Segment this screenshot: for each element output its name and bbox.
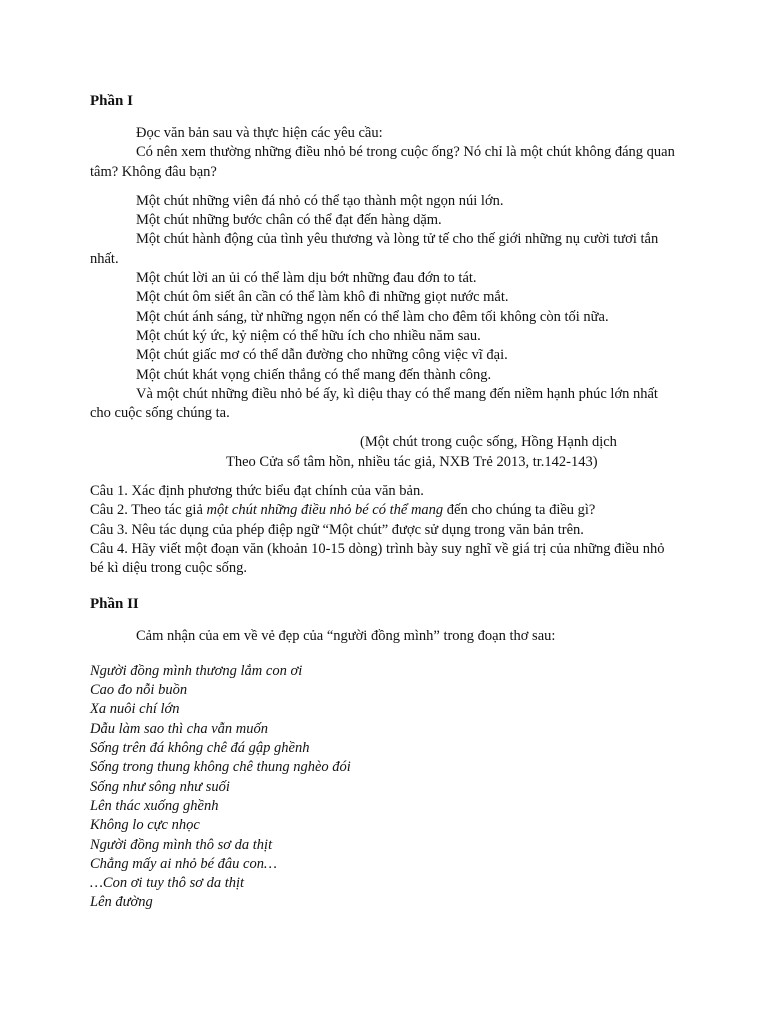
question-2-emphasis: một chút những điều nhỏ bé có thể mang [206, 502, 444, 519]
document-body [90, 92, 680, 913]
part1-heading: Phần I [90, 93, 133, 109]
part2-heading: Phần II [90, 595, 139, 612]
part2-prompt: Cảm nhận của em về vẻ đẹp của “người đồng mình” trong đoạn thơ sau: [136, 627, 556, 644]
poem-block [90, 662, 680, 913]
passage-paragraph: Và một chút những điều nhỏ bé ấy, kì diệu thay có thể mang đến niềm hạnh phúc lớn nhất cho cuộc sống chúng ta. [90, 385, 658, 422]
part1-intro: Đọc văn bản sau và thực hiện các yêu cầu: [136, 125, 383, 141]
question-3: Câu 3. Nêu tác dụng của phép điệp ngữ “Một chút” được sử dụng trong văn bản trên. [90, 521, 584, 538]
question-4: Câu 4. Hãy viết một đoạn văn (khoản 10-15 dòng) trình bày suy nghĩ về giá trị của những điều nhỏ bé kì diệu trong cuộc sống. [90, 540, 665, 577]
question-2-prefix: Câu 2. Theo tác giả [90, 502, 207, 519]
passage-paragraph: Một chút ôm siết ân cần có thể làm khô đi những giọt nước mắt. [136, 289, 509, 306]
question-1: Câu 1. Xác định phương thức biểu đạt chính của văn bản. [90, 483, 424, 500]
poem-line: Sống trong thung không chê thung nghèo đói [90, 759, 351, 776]
poem-line: Sống trên đá không chê đá gập ghềnh [90, 740, 310, 757]
passage-paragraph: Có nên xem thường những điều nhỏ bé trong cuộc ống? Nó chỉ là một chút không đáng quan tâm? Không đâu bạn? [90, 144, 675, 180]
question-2-suffix: đến cho chúng ta điều gì? [443, 502, 596, 519]
poem-line: Xa nuôi chí lớn [90, 701, 180, 718]
passage-paragraph: Một chút ký ức, kỷ niệm có thể hữu ích cho nhiều năm sau. [136, 327, 481, 344]
poem-line: Lên thác xuống ghềnh [90, 797, 219, 814]
passage-paragraph: Một chút những viên đá nhỏ có thể tạo thành một ngọn núi lớn. [136, 192, 504, 209]
poem-line: Người đồng mình thương lắm con ơi [90, 662, 303, 679]
passage-paragraph: Một chút ánh sáng, từ những ngọn nến có thể làm cho đêm tối không còn tối nữa. [136, 308, 609, 325]
passage-paragraph: Một chút lời an ủi có thể làm dịu bớt những đau đớn to tát. [136, 270, 477, 287]
passage-paragraph: Một chút hành động của tình yêu thương và lòng tử tế cho thế giới những nụ cười tươi tắn nhất. [90, 231, 659, 267]
question-2 [90, 501, 680, 520]
passage-paragraph: Một chút giấc mơ có thể dẫn đường cho những công việc vĩ đại. [136, 347, 508, 364]
poem-line: Người đồng mình thô sơ da thịt [90, 836, 273, 853]
poem-line: Cao đo nỗi buồn [90, 682, 188, 699]
source-citation-line1: (Một chút trong cuộc sống, Hồng Hạnh dịch [360, 434, 617, 451]
passage-paragraph: Một chút những bước chân có thể đạt đến hàng dặm. [136, 212, 442, 229]
poem-line: Không lo cực nhọc [90, 817, 200, 834]
poem-line: Lên đường [90, 894, 153, 911]
source-citation-line2: Theo Cửa sổ tâm hồn, nhiều tác giả, NXB Trẻ 2013, tr.142-143) [226, 453, 598, 470]
poem-line: …Con ơi tuy thô sơ da thịt [90, 875, 245, 892]
poem-line: Sống như sông như suối [90, 778, 230, 795]
poem-line: Dẫu làm sao thì cha vẫn muốn [90, 720, 269, 737]
passage-paragraph: Một chút khát vọng chiến thắng có thể mang đến thành công. [136, 366, 492, 383]
poem-line: Chẳng mấy ai nhỏ bé đâu con… [90, 855, 277, 872]
